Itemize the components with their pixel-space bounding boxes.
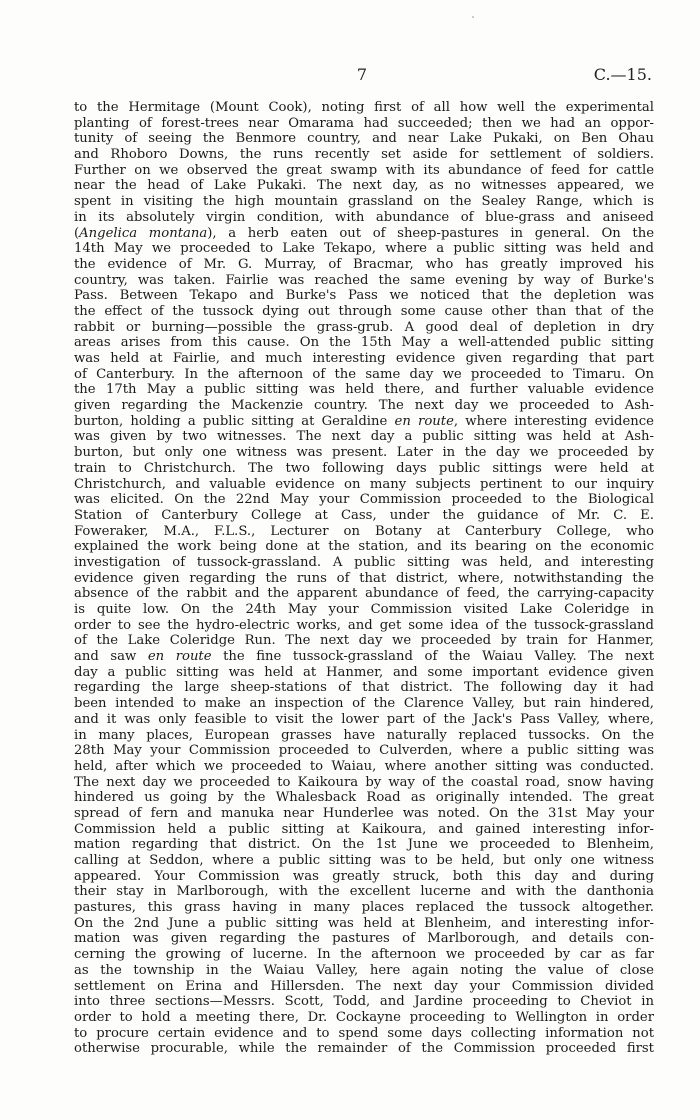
text-line: of Canterbury. In the afternoon of the same day we proceeded to Timaru. On: [74, 366, 654, 382]
text-line: the evidence of Mr. G. Murray, of Bracmar, who has greatly improved his: [74, 256, 654, 272]
page-header: [72, 65, 652, 87]
text-line: to the Hermitage (Mount Cook), noting first of all how well the experimental: [74, 100, 654, 115]
text-line: spent in visiting the high mountain grassland on the Sealey Range, which is: [74, 194, 654, 210]
text-line: the effect of the tussock dying out through some cause other than that of the: [74, 303, 654, 319]
text-line: held, after which we proceeded to Waiau, where another sitting was conducted.: [74, 758, 654, 774]
text-line: was held at Fairlie, and much interesting evidence given regarding that part: [74, 351, 654, 366]
text-line: Further on we observed the great swamp with its abundance of feed for cattle: [74, 162, 654, 178]
text-line: been intended to make an inspection of the Clarence Valley, but rain hindered,: [74, 696, 654, 712]
page-number: 7: [356, 65, 368, 84]
text-line: order to see the hydro-electric works, and get some idea of the tussock-grassland: [74, 617, 654, 633]
text-line: (Angelica montana), a herb eaten out of sheep-pastures in general. On the: [74, 225, 654, 241]
text-line: spread of fern and manuka near Hunderlee was noted. On the 31st May your: [74, 805, 654, 821]
text-line: absence of the rabbit and the apparent abundance of feed, the carrying-capacity: [74, 586, 654, 602]
text-line: evidence given regarding the runs of that district, where, notwithstanding the: [74, 570, 654, 586]
text-line: planting of forest-trees near Omarama had succeeded; then we had an oppor-: [74, 115, 654, 131]
text-line: burton, but only one witness was present. Later in the day we proceeded by: [74, 445, 654, 461]
text-line: rabbit or burning—possible the grass-grub. A good deal of depletion in dry: [74, 319, 654, 335]
text-line: 28th May your Commission proceeded to Culverden, where a public sitting was: [74, 743, 654, 759]
document-reference: C.—15.: [593, 65, 652, 84]
text-line: into three sections—Messrs. Scott, Todd, and Jardine proceeding to Cheviot in: [74, 994, 654, 1010]
text-line: regarding the large sheep-stations of that district. The following day it had: [74, 680, 654, 696]
text-line: tunity of seeing the Benmore country, and near Lake Pukaki, on Ben Ohau: [74, 131, 654, 147]
text-line: their stay in Marlborough, with the excellent lucerne and with the danthonia: [74, 884, 654, 900]
text-line: Foweraker, M.A., F.L.S., Lecturer on Botany at Canterbury College, who: [74, 523, 654, 539]
text-line: Station of Canterbury College at Cass, under the guidance of Mr. C. E.: [74, 507, 654, 523]
text-line: mation was given regarding the pastures of Marlborough, and details con-: [74, 931, 654, 947]
text-line: given regarding the Mackenzie country. The next day we proceeded to Ash-: [74, 398, 654, 414]
body-paragraph: [74, 100, 654, 1057]
text-line: appeared. Your Commission was greatly struck, both this day and during: [74, 868, 654, 884]
text-line: Pass. Between Tekapo and Burke's Pass we noticed that the depletion was: [74, 288, 654, 304]
text-line: investigation of tussock-grassland. A public sitting was held, and interesting: [74, 554, 654, 570]
text-line: order to hold a meeting there, Dr. Cockayne proceeding to Wellington in order: [74, 1009, 654, 1025]
text-line: to procure certain evidence and to spend some days collecting information not: [74, 1025, 654, 1041]
text-line: otherwise procurable, while the remainder of the Commission proceeded first: [74, 1041, 654, 1057]
text-line: train to Christchurch. The two following days public sittings were held at: [74, 460, 654, 476]
text-line: of the Lake Coleridge Run. The next day we proceeded by train for Hanmer,: [74, 633, 654, 649]
text-line: settlement on Erina and Hillersden. The next day your Commission divided: [74, 978, 654, 994]
text-line: On the 2nd June a public sitting was held at Blenheim, and interesting infor-: [74, 915, 654, 931]
text-line: mation regarding that district. On the 1st June we proceeded to Blenheim,: [74, 837, 654, 853]
text-line: in many places, European grasses have naturally replaced tussocks. On the: [74, 727, 654, 743]
text-line: in its absolutely virgin condition, with abundance of blue-grass and aniseed: [74, 209, 654, 225]
text-line: Commission held a public sitting at Kaikoura, and gained interesting infor-: [74, 821, 654, 837]
text-line: as the township in the Waiau Valley, here again noting the value of close: [74, 962, 654, 978]
text-line: is quite low. On the 24th May your Commission visited Lake Coleridge in: [74, 602, 654, 617]
text-line: explained the work being done at the station, and its bearing on the economic: [74, 539, 654, 555]
text-line: The next day we proceeded to Kaikoura by way of the coastal road, snow having: [74, 774, 654, 790]
scan-speck: [472, 16, 474, 18]
text-line: the 17th May a public sitting was held there, and further valuable evidence: [74, 382, 654, 398]
italic-phrase: Angelica montana: [79, 225, 208, 241]
text-line: cerning the growing of lucerne. In the afternoon we proceeded by car as far: [74, 947, 654, 963]
text-line: was elicited. On the 22nd May your Commission proceeded to the Biological: [74, 492, 654, 508]
text-line: pastures, this grass having in many places replaced the tussock altogether.: [74, 900, 654, 916]
italic-phrase: en route: [147, 649, 212, 665]
text-line: was given by two witnesses. The next day a public sitting was held at Ash-: [74, 429, 654, 445]
text-line: areas arises from this cause. On the 15th May a well-attended public sitting: [74, 335, 654, 351]
text-line: near the head of Lake Pukaki. The next day, as no witnesses appeared, we: [74, 178, 654, 194]
text-line: 14th May we proceeded to Lake Tekapo, where a public sitting was held and: [74, 241, 654, 257]
text-line: hindered us going by the Whalesback Road as originally intended. The great: [74, 790, 654, 806]
text-line: and Rhoboro Downs, the runs recently set aside for settlement of soldiers.: [74, 147, 654, 163]
text-line: calling at Seddon, where a public sitting was to be held, but only one witness: [74, 853, 654, 868]
text-line: day a public sitting was held at Hanmer, and some important evidence given: [74, 664, 654, 680]
text-line: country, was taken. Fairlie was reached the same evening by way of Burke's: [74, 272, 654, 288]
text-line: Christchurch, and valuable evidence on many subjects pertinent to our inquiry: [74, 476, 654, 492]
text-line: burton, holding a public sitting at Geraldine en route, where interesting evidence: [74, 413, 654, 429]
text-line: and it was only feasible to visit the lower part of the Jack's Pass Valley, where,: [74, 711, 654, 727]
text-line: and saw en route the fine tussock-grassland of the Waiau Valley. The next: [74, 649, 654, 665]
italic-phrase: en route: [394, 413, 454, 429]
